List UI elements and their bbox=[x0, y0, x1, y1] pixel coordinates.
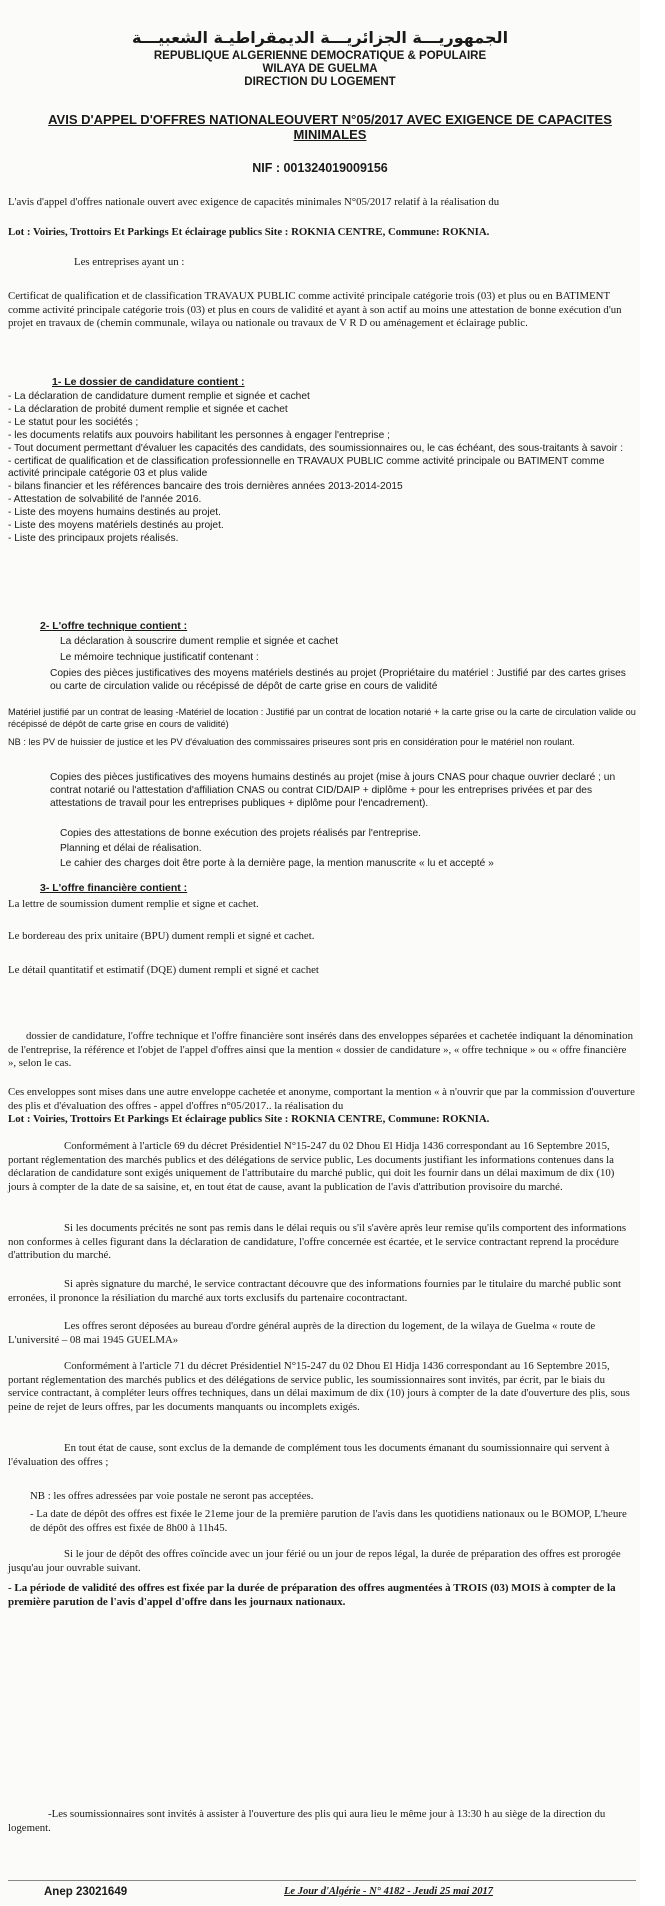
ouverture-plis-paragraph: -Les soumissionnaires sont invités à assister à l'ouverture des plis qui aura lieu le même jour à 13:30 h au siège de la direction du logement. bbox=[8, 1808, 606, 1834]
list-item: - bilans financier et les références bancaire des trois dernières années 2013-2014-2015 bbox=[8, 481, 403, 493]
section3-item: Le détail quantitatif et estimatif (DQE) dument rempli et signé et cachet bbox=[8, 964, 319, 976]
humains-paragraph: Copies des pièces justificatives des moyens humains destinés au projet (mise à jours CNAS pour chaque ouvrier declaré ; un contrat notarié ou l'attestation d'affiliation CNAS ou contrat CID/DAIP + diplôme + pour les entreprises privées et par des attestations de travail pour les entreprises publiques + diplôme pour l'encadrement). bbox=[50, 772, 616, 809]
section2-item: Planning et délai de réalisation. bbox=[60, 843, 202, 854]
section2-heading: 2- L'offre technique contient : bbox=[40, 620, 188, 632]
list-item: - Liste des moyens humains destinés au projet. bbox=[8, 507, 221, 519]
intro-paragraph: L'avis d'appel d'offres nationale ouvert avec exigence de capacités minimales N°05/2017 relatif à la réalisation du bbox=[8, 196, 500, 208]
list-item: - certificat de qualification et de classification professionnelle en TRAVAUX PUBLIC comme activité principale ou BATIMENT comme activité principale catégorie 03 et plus valide bbox=[8, 455, 605, 480]
section2-item: Le cahier des charges doit être porte à la dernière page, la mention manuscrite « lu et accepté » bbox=[60, 858, 494, 869]
section2-item: La déclaration à souscrire dument remplie et signée et cachet bbox=[60, 636, 339, 647]
lot-line-repeat: Lot : Voiries, Trottoirs Et Parkings Et éclairage publics Site : ROKNIA CENTRE, Commune: ROKNIA. bbox=[8, 1113, 490, 1125]
depot-paragraph: Les offres seront déposées au bureau d'ordre général auprès de la direction du logement, de la wilaya de Guelma « route de L'université – 08 mai 1945 GUELMA» bbox=[8, 1320, 596, 1346]
list-item: - Liste des principaux projets réalisés. bbox=[8, 532, 179, 544]
section1-heading: 1- Le dossier de candidature contient : bbox=[52, 376, 245, 388]
nb-huissier: NB : les PV de huissier de justice et les PV d'évaluation des commissaires priseures sont pris en considération pour le matériel non roulant. bbox=[8, 737, 575, 747]
section1-list bbox=[8, 391, 636, 546]
complement-paragraph: En tout état de cause, sont exclus de la demande de complément tous les documents émanant du soumissionnaire qui servent à l'évaluation des offres ; bbox=[8, 1442, 610, 1468]
section3-item: La lettre de soumission dument remplie et signe et cachet. bbox=[8, 898, 259, 910]
nif-number: NIF : 001324019009156 bbox=[252, 161, 388, 175]
jour-ferie-paragraph: Si le jour de dépôt des offres coïncide avec un jour férié ou un jour de repos légal, la durée de préparation des offres est prorogée jusqu'au jour ouvrable suivant. bbox=[8, 1548, 621, 1574]
list-item: - La déclaration de candidature dument remplie et signée et cachet bbox=[8, 391, 310, 402]
section2-item: Le mémoire technique justificatif contenant : bbox=[60, 652, 259, 663]
date-depot-paragraph: - La date de dépôt des offres est fixée le 21eme jour de la première parution de l'avis dans les quotidiens nationaux ou le BOMOP, L'heure de dépôt des offres est fixée de 8h00 à 11h45. bbox=[30, 1508, 627, 1534]
header-direction: DIRECTION DU LOGEMENT bbox=[244, 76, 396, 88]
validite-paragraph: - La période de validité des offres est fixée par la durée de préparation des offres augmentées à TROIS (03) MOIS à compter de la première parution de l'avis d'appel d'offre dans les journaux nationaux. bbox=[8, 1582, 616, 1608]
list-item: - Liste des moyens matériels destinés au projet. bbox=[8, 520, 224, 532]
entreprises-line: Les entreprises ayant un : bbox=[74, 256, 185, 268]
article69-paragraph: Conformément à l'article 69 du décret Présidentiel N°15-247 du 02 Dhou El Hidja 1436 correspondant au 16 Septembre 2015, portant réglementation des marchés publics et des délégations de service public, Les documents justifiant les informations contenues dans la déclaration de candidature sont exigés uniquement de l'attributaire du marché public, qui doit les fournir dans un délai maximum de dix (10) jours à compter de la date de sa saisine, et, en tout état de cause, avant la publication de l'avis d'attribution provisoire du marché. bbox=[8, 1140, 615, 1193]
publication-line: Le Jour d'Algérie - N° 4182 - Jeudi 25 mai 2017 bbox=[284, 1886, 493, 1897]
list-item: - Tout document permettant d'évaluer les capacités des candidats, des soumissionnaires ou, le cas échéant, des sous-traitants à savoir : bbox=[8, 442, 624, 454]
enveloppes-paragraph: dossier de candidature, l'offre technique et l'offre financière sont insérés dans des enveloppes séparées et cachetée indiquant la dénomination de l'entreprise, la référence et l'objet de l'appel d'offres ainsi que la mention « dossier de candidature », « offre technique » ou « offre financière », selon le cas. bbox=[8, 1030, 633, 1069]
section2-item: Copies des attestations de bonne exécution des projets réalisés par l'entreprise. bbox=[60, 828, 421, 839]
notice-title: AVIS D'APPEL D'OFFRES NATIONALEOUVERT N°05/2017 AVEC EXIGENCE DE CAPACITES MINIMALES bbox=[48, 112, 612, 142]
header-republic: REPUBLIQUE ALGERIENNE DEMOCRATIQUE & POPULAIRE bbox=[153, 50, 487, 62]
anep-reference: Anep 23021649 bbox=[44, 1886, 128, 1898]
list-item: - Le statut pour les sociétés ; bbox=[8, 416, 139, 428]
lot-line: Lot : Voiries, Trottoirs Et Parkings Et éclairage publics Site : ROKNIA CENTRE, Commune: ROKNIA. bbox=[8, 226, 490, 238]
list-item: - Attestation de solvabilité de l'année 2016. bbox=[8, 494, 202, 506]
documents-paragraph: Si les documents précités ne sont pas remis dans le délai requis ou s'il s'avère après leur remise qu'ils comportent des informations non conformes à celles figurant dans la déclaration de candidature, l'offre concernée est écartée, et le service contractant reprend la procédure d'attribution du marché. bbox=[8, 1222, 627, 1261]
resiliation-paragraph: Si après signature du marché, le service contractant découvre que des informations fournies par le titulaire du marché public sont erronées, il prononce la résiliation du marché aux torts exclusifs du partenaire cocontractant. bbox=[8, 1278, 622, 1304]
article71-paragraph: Conformément à l'article 71 du décret Présidentiel N°15-247 du 02 Dhou El Hidja 1436 correspondant au 16 Septembre 2015, portant réglementation des marchés publics et des délégations de service public, les soumissionnaires sont invités, par écrit, par le biais du service contractant, à compléter leurs offres techniques, dans un délai maximum de dix (10) jours à compter de la date d'ouverture des plis, sous peine de rejet de leurs offres, par les documents manquants ou incomplets exigés. bbox=[8, 1360, 630, 1413]
nb-postale: NB : les offres adressées par voie postale ne seront pas acceptées. bbox=[30, 1490, 314, 1502]
anonymous-envelope-paragraph: Ces enveloppes sont mises dans une autre enveloppe cachetée et anonyme, comportant la mention « à n'ouvrir que par la commission d'ouverture des plis et d'évaluation des offres - appel d'offres n°05/2017.. la réalisation du bbox=[8, 1086, 635, 1112]
footer-divider bbox=[8, 1880, 636, 1881]
section3-item: Le bordereau des prix unitaire (BPU) dument rempli et signé et cachet. bbox=[8, 930, 315, 942]
footer bbox=[0, 1884, 640, 1904]
leasing-paragraph: Matériel justifié par un contrat de leasing -Matériel de location : Justifié par un contrat de location notarié + la carte grise ou la carte de circulation valide ou récépissé de dépôt de carte grise en cours de validité) bbox=[8, 707, 636, 729]
list-item: - les documents relatifs aux pouvoirs habilitant les personnes à engager l'entreprise ; bbox=[8, 429, 390, 441]
certificat-paragraph: Certificat de qualification et de classification TRAVAUX PUBLIC comme activité principale catégorie trois (03) et plus ou en BATIMENT comme activité principale catégorie trois (03) et plus en cours de validité et ayant à son actif au moins une attestation de bonne exécution d'un projet en travaux de (chemin communale, wilaya ou nationale ou travaux de V R D ou aménagement et éclairage public. bbox=[8, 290, 622, 329]
header-arabic: الجمهوريـــة الجزائريـــة الديمقراطيـة الشعبيـــة bbox=[131, 28, 509, 47]
section3-heading: 3- L'offre financière contient : bbox=[40, 882, 188, 894]
materiels-paragraph: Copies des pièces justificatives des moyens matériels destinés au projet (Propriétaire du matériel : Justifié par des cartes grises ou carte de circulation valide ou récépissé de dépôt de carte grise en cours de validité bbox=[50, 668, 626, 692]
list-item: - La déclaration de probité dument remplie et signée et cachet bbox=[8, 403, 288, 415]
header-wilaya: WILAYA DE GUELMA bbox=[262, 63, 378, 75]
